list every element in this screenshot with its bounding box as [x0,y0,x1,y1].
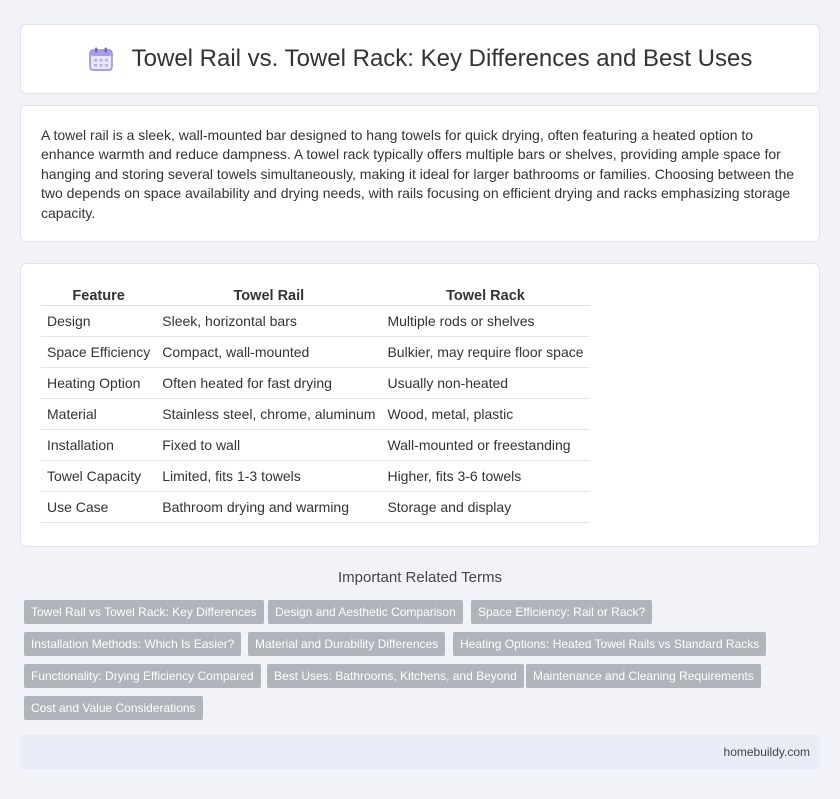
comparison-table [41,284,590,523]
table-cell: Limited, fits 1-3 towels [156,461,381,492]
related-term-tag[interactable]: Best Uses: Bathrooms, Kitchens, and Beyond [267,664,524,688]
related-term-tag[interactable]: Maintenance and Cleaning Requirements [526,664,761,688]
table-cell: Often heated for fast drying [156,368,381,399]
related-term-tag[interactable]: Design and Aesthetic Comparison [268,600,463,624]
table-cell: Material [41,399,156,430]
table-cell: Compact, wall-mounted [156,337,381,368]
comparison-card [20,263,820,547]
related-term-tag[interactable]: Functionality: Drying Efficiency Compared [24,664,261,688]
column-header-towel-rail: Towel Rail [156,284,381,306]
table-cell: Bulkier, may require floor space [381,337,589,368]
table-row [41,337,590,368]
intro-card [20,105,820,242]
table-cell: Wall-mounted or freestanding [381,430,589,461]
table-cell: Wood, metal, plastic [381,399,589,430]
table-cell: Sleek, horizontal bars [156,306,381,337]
table-cell: Bathroom drying and warming [156,492,381,523]
page-title: Towel Rail vs. Towel Rack: Key Differences and Best Uses [131,45,753,72]
header-card [20,24,820,94]
footer [20,735,820,769]
table-cell: Towel Capacity [41,461,156,492]
related-term-tag[interactable]: Installation Methods: Which Is Easier? [24,632,241,656]
intro-paragraph: A towel rail is a sleek, wall-mounted bar designed to hang towels for quick drying, often featuring a heated option to enhance warmth and reduce dampness. A towel rack typically offers multiple bars or shelves, providing ample space for hanging and storing several towels simultaneously, making it ideal for larger bathrooms or families. Choosing between the two depends on space availability and drying needs, with rails focusing on efficient drying and racks emphasizing storage capacity. [41,127,795,221]
table-header-row [41,284,590,306]
table-row [41,430,590,461]
table-row [41,399,590,430]
table-cell: Installation [41,430,156,461]
related-term-tag[interactable]: Heating Options: Heated Towel Rails vs Standard Racks [453,632,766,656]
related-term-tag[interactable]: Cost and Value Considerations [24,696,203,720]
header [88,45,753,73]
related-term-tag[interactable]: Space Efficiency: Rail or Rack? [471,600,652,624]
related-terms-title: Important Related Terms [338,569,502,586]
column-header-feature: Feature [41,284,156,306]
table-cell: Design [41,306,156,337]
footer-site-link[interactable]: homebuildy.com [723,745,810,759]
table-cell: Usually non-heated [381,368,589,399]
table-cell: Fixed to wall [156,430,381,461]
table-cell: Use Case [41,492,156,523]
table-cell: Higher, fits 3-6 towels [381,461,589,492]
table-cell: Heating Option [41,368,156,399]
related-term-tag[interactable]: Material and Durability Differences [248,632,445,656]
table-cell: Storage and display [381,492,589,523]
related-term-tag[interactable]: Towel Rail vs Towel Rack: Key Differences [24,600,264,624]
calendar-icon [88,46,114,72]
column-header-towel-rack: Towel Rack [381,284,589,306]
table-cell: Stainless steel, chrome, aluminum [156,399,381,430]
table-row [41,461,590,492]
table-row [41,492,590,523]
table-row [41,368,590,399]
table-cell: Space Efficiency [41,337,156,368]
table-cell: Multiple rods or shelves [381,306,589,337]
table-row [41,306,590,337]
